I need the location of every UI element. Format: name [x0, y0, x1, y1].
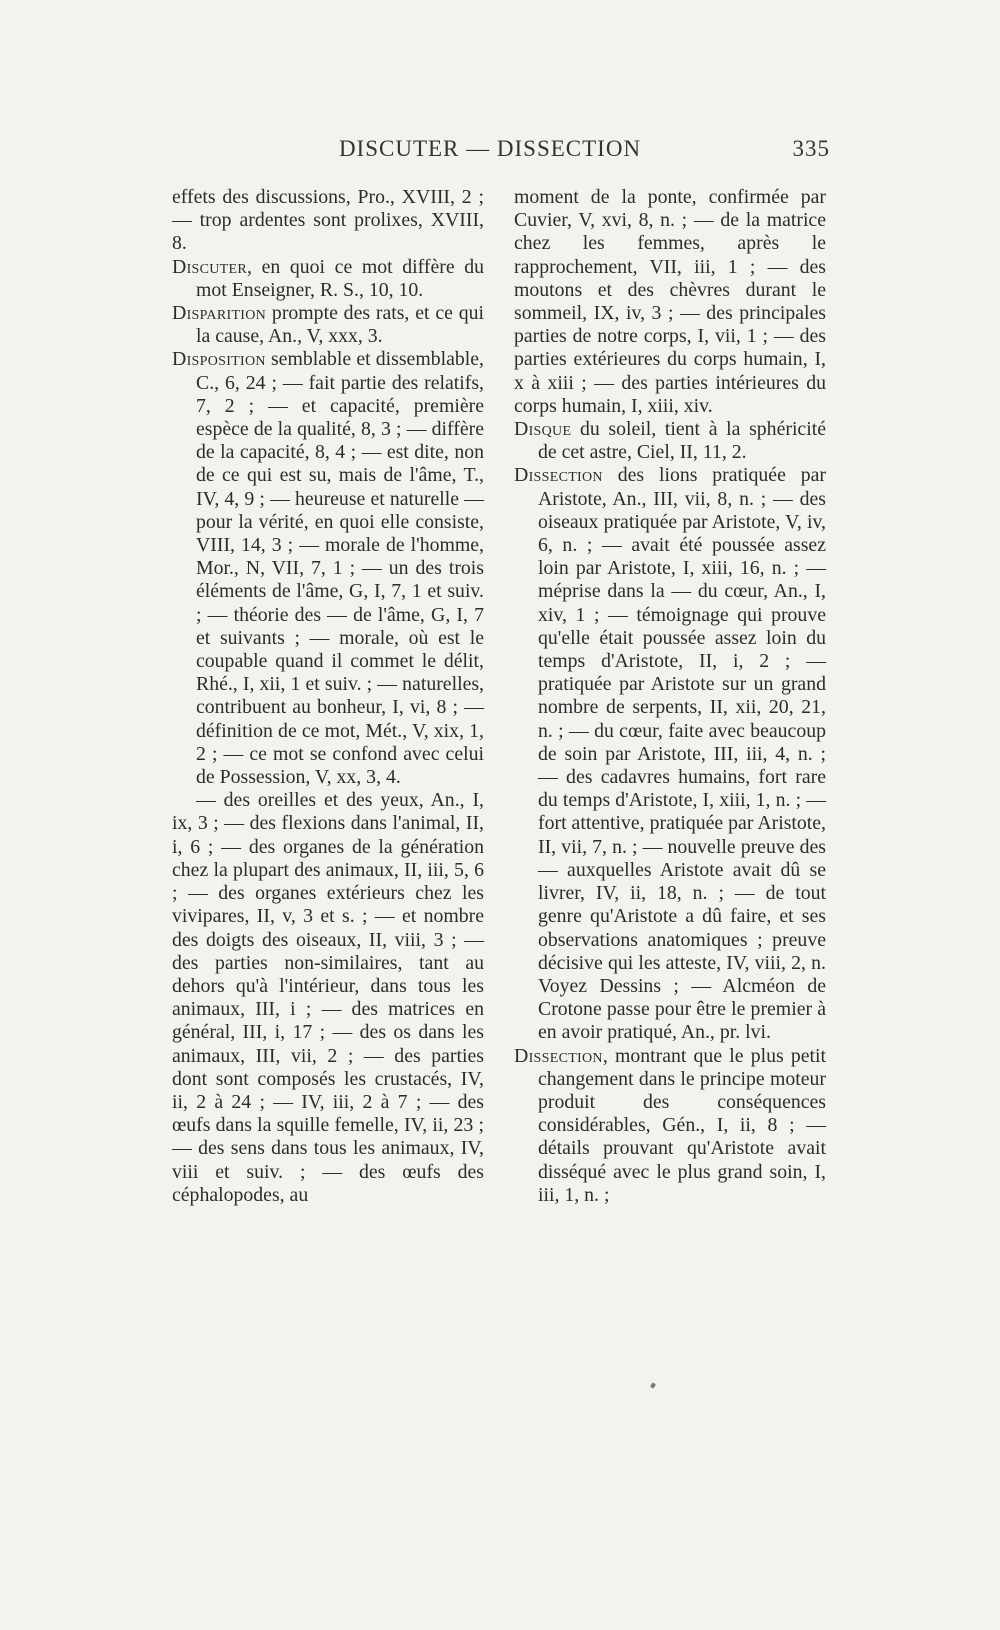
index-entry: [514, 1045, 826, 1207]
running-head: [150, 136, 830, 166]
running-title: DISCUTER — DISSECTION: [338, 136, 642, 161]
index-entry: [514, 464, 826, 1044]
right-column: [514, 186, 826, 1207]
index-entry: [172, 186, 484, 256]
entry-text: prompte des rats, et ce qui la cause, An., V, xxx, 3.: [196, 302, 484, 348]
index-entry: [172, 256, 484, 302]
entry-text: effets des discussions, Pro., XVIII, 2 ; — trop ardentes sont prolixes, XVIII, 8.: [172, 186, 484, 255]
entry-text: , en quoi ce mot diffère du mot Enseigner, R. S., 10, 10.: [196, 255, 484, 301]
entry-headword: Disque: [514, 418, 572, 441]
entry-headword: Dissection: [514, 464, 603, 487]
page-number: 335: [792, 136, 830, 161]
index-entry: [172, 789, 484, 1207]
entry-text: — des oreilles et des yeux, An., I, ix, 3 ; — des flexions dans l'animal, II, i, 6 ; — des organes de la génération chez la plupart des animaux, II, iii, 5, 6 ; — des organes extérieurs chez les vivipares, II, v, 3 et s. ; — et nombre des doigts des oiseaux, II, viii, 3 ; — des parties non-similaires, tant au dehors qu'à l'intérieur, dans tous les animaux, III, i ; — des matrices en général, III, i, 17 ; — des os dans les animaux, III, vii, 2 ; — des parties dont sont composés les crustacés, IV, ii, 2 à 24 ; — IV, iii, 2 à 7 ; — des œufs dans la squille femelle, IV, ii, 23 ; — des sens dans tous les animaux, IV, viii et suiv. ; — des œufs des céphalopodes, au: [172, 789, 484, 1206]
index-entry: [514, 418, 826, 464]
entry-headword: Disparition: [172, 302, 267, 325]
entry-text: moment de la ponte, confirmée par Cuvier, V, xvi, 8, n. ; — de la matrice chez les femmes, après le rapprochement, VII, iii, 1 ; — des moutons et des chèvres durant le sommeil, IX, iv, 3 ; — des principales parties de notre corps, I, vii, 1 ; — des parties extérieures du corps humain, I, x à xiii ; — des parties intérieures du corps humain, I, xiii, xiv.: [514, 186, 826, 417]
ink-speck: [650, 1382, 656, 1388]
index-entry: [172, 302, 484, 348]
left-column: [172, 186, 484, 1207]
index-entry: [172, 348, 484, 789]
entry-text: des lions pratiquée par Aristote, An., III, vii, 8, n. ; — des oiseaux pratiquée par Aristote, V, iv, 6, n. ; — avait été poussée assez loin par Aristote, I, xiii, 16, n. ; — méprise dans la — du cœur, An., I, xiv, 1 ; — témoignage qui prouve qu'elle était poussée assez loin du temps d'Aristote, II, i, 2 ; — pratiquée par Aristote sur un grand nombre de serpents, II, xii, 20, 21, n. ; — du cœur, faite avec beaucoup de soin par Aristote, III, iii, 4, n. ; — des cadavres humains, fort rare du temps d'Aristote, I, xiii, 1, n. ; — fort attentive, pratiquée par Aristote, II, vii, 7, n. ; — nouvelle preuve des — auxquelles Aristote avait dû se livrer, IV, ii, 18, n. ; — de tout genre qu'Aristote a dû faire, et ses observations anatomiques ; preuve décisive qui les atteste, IV, viii, 2, n. Voyez Dessins ; — Alcméon de Crotone passe pour être le premier à en avoir pratiqué, An., pr. lvi.: [538, 464, 826, 1044]
entry-headword: Dissection: [514, 1044, 603, 1067]
index-entry: [514, 186, 826, 418]
entry-text: du soleil, tient à la sphéricité de cet astre, Ciel, II, 11, 2.: [538, 418, 826, 464]
entry-text: , montrant que le plus petit changement dans le principe moteur produit des conséquences considérables, Gén., I, ii, 8 ; — détails prouvant qu'Aristote avait disséqué avec le plus grand soin, I, iii, 1, n. ;: [538, 1044, 826, 1206]
entry-text: semblable et dissemblable, C., 6, 24 ; — fait partie des relatifs, 7, 2 ; — et capacité, première espèce de la qualité, 8, 3 ; — diffère de la capacité, 8, 4 ; — est dite, non de ce qui est su, mais de l'âme, T., IV, 4, 9 ; — heureuse et naturelle — pour la vérité, en quoi elle consiste, VIII, 14, 3 ; — morale de l'homme, Mor., N, VII, 7, 1 ; — un des trois éléments de l'âme, G, I, 7, 1 et suiv. ; — théorie des — de l'âme, G, I, 7 et suivants ; — morale, où est le coupable quand il commet le délit, Rhé., I, xii, 1 et suiv. ; — naturelles, contribuent au bonheur, I, vi, 8 ; — définition de ce mot, Mét., V, xix, 1, 2 ; — ce mot se confond avec celui de Possession, V, xx, 3, 4.: [196, 348, 484, 789]
entry-headword: Discuter: [172, 255, 248, 278]
entry-headword: Disposition: [172, 348, 266, 371]
